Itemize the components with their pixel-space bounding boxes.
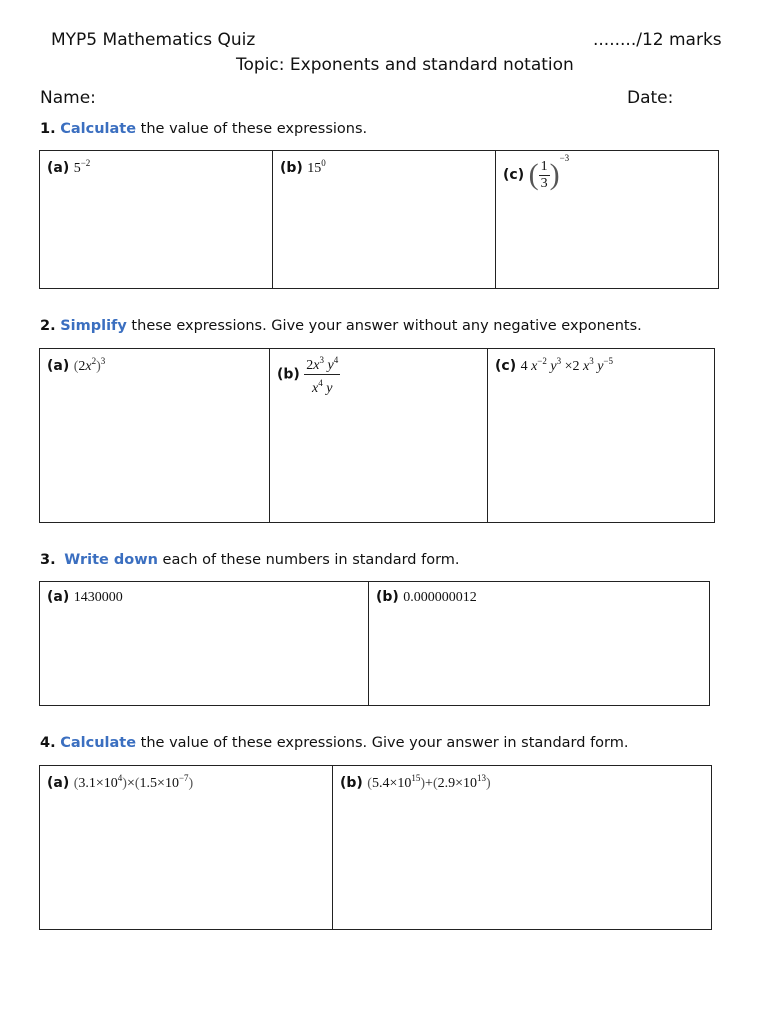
left-paren: (: [528, 158, 539, 191]
question-4-prompt: [40, 735, 628, 751]
question-3-prompt: [40, 552, 460, 568]
question-number: 1.: [40, 121, 56, 137]
number-3a: 1430000: [73, 590, 123, 605]
question-text: the value of these expressions. Give your answer in standard form.: [136, 735, 629, 751]
expression-2c: 4 $x^{-2}$ $y^3 \times 2$ $x^3$ $y^{-5}$: [520, 356, 613, 374]
expression-2a: $(2x^2)^3$: [73, 356, 106, 374]
answer-box-1c[interactable]: [496, 151, 719, 289]
question-number: 3.: [40, 552, 56, 568]
question-text: the value of these expressions.: [136, 121, 368, 137]
question-number: 2.: [40, 318, 56, 334]
answer-table-q1: [39, 150, 719, 289]
command-term: Calculate: [60, 735, 137, 751]
date-label: Date:: [627, 88, 674, 108]
marks-total: ......../12 marks: [593, 30, 722, 50]
question-text: each of these numbers in standard form.: [157, 552, 460, 568]
answer-box-4a[interactable]: [40, 766, 333, 930]
number-3b: 0.000000012: [403, 590, 477, 605]
part-label: (b): [340, 775, 363, 791]
answer-box-1a[interactable]: [40, 151, 273, 289]
expression-1b: $15^0$: [307, 158, 326, 176]
part-label: (b): [280, 160, 303, 176]
command-term: Calculate: [60, 121, 137, 137]
answer-table-q2: [39, 348, 715, 523]
answer-table-q3: [39, 581, 710, 706]
answer-box-3b[interactable]: [369, 582, 710, 706]
expression-4a: $(3.1\times 10^4)\times(1.5\times 10^{-7})$: [73, 773, 194, 791]
part-4a: [47, 773, 193, 792]
command-term: Simplify: [60, 318, 127, 334]
part-label: (b): [277, 366, 300, 383]
part-2b: [277, 352, 340, 397]
part-3a: [47, 589, 123, 606]
part-label: (a): [47, 775, 70, 791]
right-paren: ): [549, 158, 560, 191]
part-label: (a): [47, 358, 70, 374]
part-label: (c): [495, 358, 517, 374]
part-1c: (c) ( $\frac{1}{3}$ )$^{-3}$: [503, 153, 570, 191]
expression-1a: $5^{-2}$: [73, 158, 91, 176]
expression-4b: $(5.4\times 10^{15})+(2.9\times 10^{13})$: [367, 773, 491, 791]
answer-box-2c[interactable]: [488, 349, 715, 523]
part-2a: [47, 356, 105, 375]
part-label: (c): [503, 167, 525, 183]
answer-box-1b[interactable]: [273, 151, 496, 289]
answer-box-3a[interactable]: [40, 582, 369, 706]
part-label: (b): [376, 589, 399, 605]
part-1a: [47, 158, 90, 177]
part-1b: [280, 158, 326, 177]
fraction-2b: $\frac{2x^3 y^4}{x^4 y}$: [304, 352, 340, 397]
name-label: Name:: [40, 88, 96, 108]
answer-box-2b[interactable]: [270, 349, 488, 523]
question-2-prompt: [40, 318, 642, 334]
question-number: 4.: [40, 735, 56, 751]
fraction-1c: $\frac{1}{3}$: [540, 158, 548, 191]
part-4b: [340, 773, 491, 792]
part-2c: [495, 356, 613, 375]
part-label: (a): [47, 160, 70, 176]
answer-table-q4: [39, 765, 712, 930]
question-text: these expressions. Give your answer without any negative exponents.: [126, 318, 642, 334]
command-term: Write down: [64, 552, 158, 568]
quiz-title: MYP5 Mathematics Quiz: [51, 30, 256, 50]
topic-line: Topic: Exponents and standard notation: [236, 55, 574, 75]
part-3b: [376, 589, 477, 606]
answer-box-2a[interactable]: [40, 349, 270, 523]
question-1-prompt: [40, 121, 367, 137]
answer-box-4b[interactable]: [333, 766, 712, 930]
part-label: (a): [47, 589, 70, 605]
